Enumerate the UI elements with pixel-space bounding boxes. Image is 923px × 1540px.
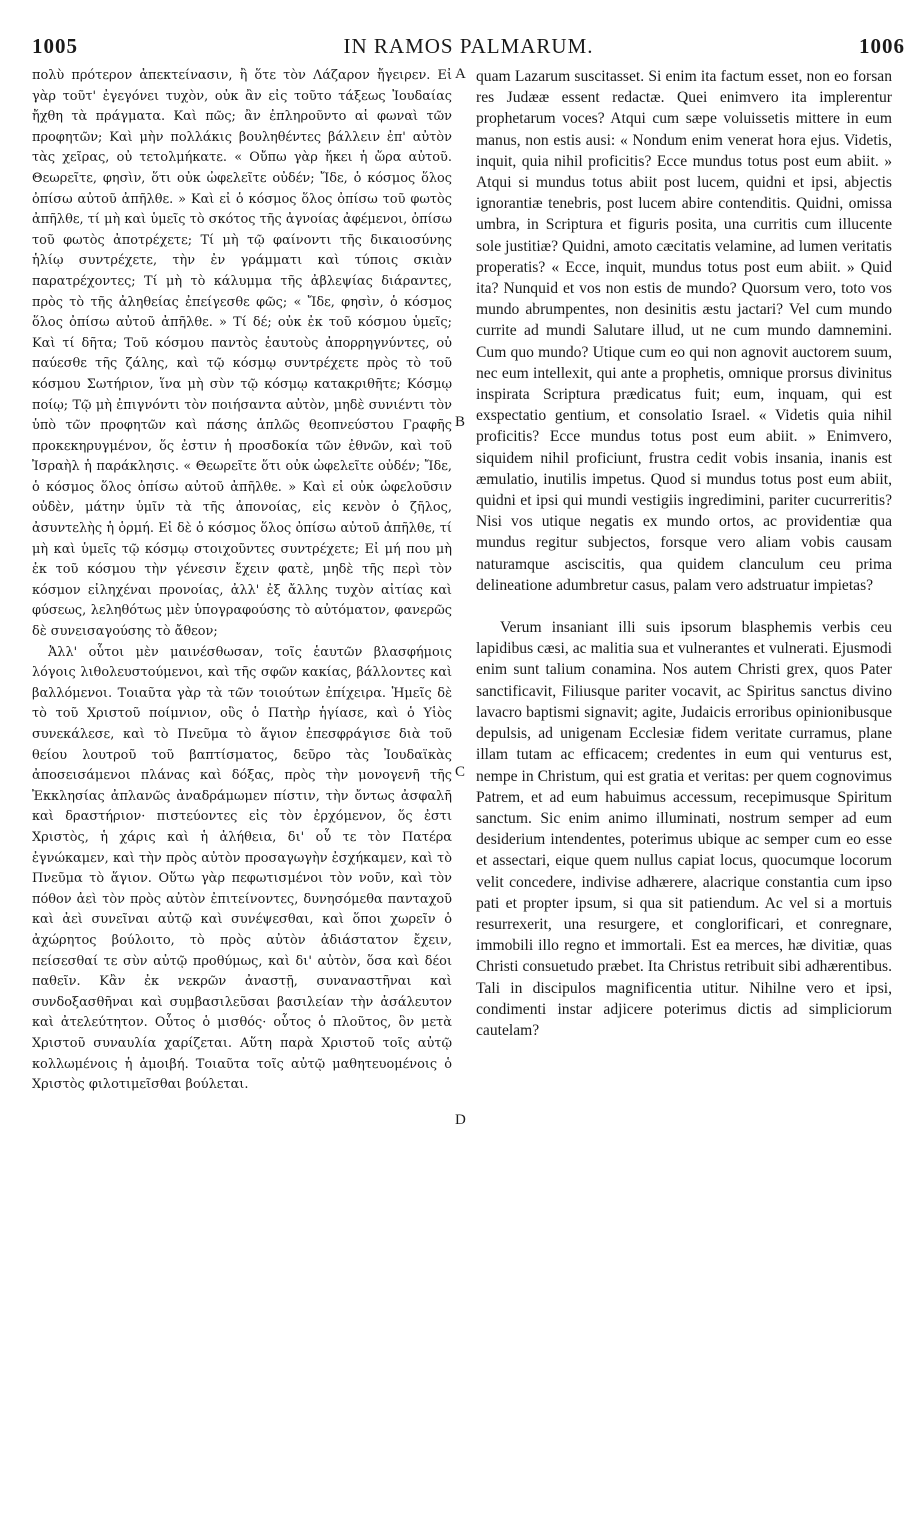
greek-paragraph: πολὺ πρότερον ἀπεκτείνασιν, ἢ ὅτε τὸν Λάζαρον ἤγειρεν. Εἰ γὰρ τοῦτ' ἐγεγόνει τυχὸν, οὐκ ἂν εἰς τοῦτο τάξεως Ἰουδαίας ἤχθη τὰ πράγματα. Καὶ πῶς; ἂν ἐπληροῦντο αἱ φωναὶ τῶν προφητῶν; Καὶ μὴν πολλάκις βουληθέντες βάλλειν ἐπ' αὐτὸν τὰς χεῖρας, οὐ τετολμήκατε. « Οὔπω γὰρ ἥκει ἡ ὥρα αὐτοῦ. Θεωρεῖτε, φησὶν, ὅτι οὐκ ὠφελεῖτε οὐδέν; Ἴδε, ὁ κόσμος ὅλος ὀπίσω αὐτοῦ ἀπῆλθε. » Καὶ εἰ ὁ κόσμος ὅλος ὀπίσω τοῦ φωτὸς ἀπῆλθε, τί μὴ καὶ ὑμεῖς τὸ σκότος τῆς ἀγνοίας ἀφέμενοι, ὀπίσω τοῦ φωτὸς ἀποτρέχετε; Τί μὴ τῷ φαίνοντι τῆς δικαιοσύνης ἡλίῳ συντρέχετε, τὴν ἐν γράμματι καὶ τύποις σκιὰν παρατρέχοντες; Τί μὴ τὸ κάλυμμα τῆς ἀβλεψίας διάραντες, πρὸς τὸ τῆς ἀληθείας ἐπείγεσθε φῶς; « Ἴδε, φησὶν, ὁ κόσμος ὅλος ὀπίσω αὐτοῦ ἀπῆλθε. » Τί δέ; οὐκ ἐκ τοῦ κόσμου ὑμεῖς; Καὶ τί δῆτα; Τοῦ κόσμου παντὸς ἑαυτοὺς ἀπορρηγνύντες, οὐ παύεσθε τῆς ζάλης, καὶ τῷ κόσμῳ συντρέχετε πρὸς τὸ τοῦ κόσμου Σωτήριον, ἵνα μὴ σὺν τῷ κόσμῳ κατακριθῆτε; Κόσμῳ ποίῳ; Τῷ μὴ ἐπιγνόντι τὸν ποιήσαντα αὐτὸν, μηδὲ συνιέντι τὸν ὑπὸ τῶν προφητῶν καὶ πάσης ἁπλῶς θεοπνεύστου Γραφῆς προκεκηρυγμένον, ὅς ἐστιν ἡ προσδοκία τῶν ἐθνῶν, καὶ τοῦ Ἰσραὴλ ἡ παράκλησις. « Θεωρεῖτε ὅτι οὐκ ὠφελεῖτε οὐδέν; Ἴδε, ὁ κόσμος ὅλος ὀπίσω αὐτοῦ ἀπῆλθε. » Καὶ εἰ οὐκ ὠφελοῦσιν οὐδὲν, μάτην ὑμῖν τὰ τῆς ἀπονοίας, εἰς κενὸν ὁ ζῆλος, ἀσυντελὴς ἡ ὁρμή. Εἰ δὲ ὁ κόσμος ὅλος ὀπίσω αὐτοῦ ἀπῆλθε, τί μὴ καὶ ὑμεῖς τῷ κόσμῳ στοιχοῦντες συντρέχετε; Εἰ μή που μὴ ἐκ τοῦ κόσμου τὴν γένεσιν ἔχειν φατὲ, μηδὲ τῆς περὶ τὸν κόσμον εἰληχέναι προνοίας, ἀλλ' ἐξ ἄλλης τυχὸν αἰτίας καὶ φύσεως, λεληθότως μὲν ὑπογραφούσης τὸ αὐτόματον, φανερῶς δὲ συνεισαγούσης τὸ ἄθεον; [32, 68, 452, 640]
latin-paragraph: Verum insaniant illi suis ipsorum blasphemis verbis ceu lapidibus cæsi, ac malitia sua et vulnerantes et vulnerati. Ejusmodi enim sunt talium conamina. Nos autem Christi grex, quos Pater sanctificavit, Filiusque pariter vocavit, ac Spiritus sanctus divino lavacro baptismi signavit; agite, Judaicis erroribus opinionibusque depulsis, ad unigenam Ecclesiæ fidem veritate curramus, plane illam tutam ac efficacem; credentes in eum qui venturus est, nempe in Christum, qui est gratia et veritas: per quem cognovimus Patrem, et ad eum habuimus accessum, recepimusque Spiritum sanctum. Sic enim animo illuminati, nostrum semper ad eum desiderium intendentes, poterimus ubique ac semper cum eo esse et assectari, eique quem nullus capiat locus, quocumque locorum velit concedere, indivise adhærere, alacrique constantia cum ipso pati et propter ipsum, si qua sit patiendum. Ac vel si a mortuis resurrexerit, una resurgere, et conglorificari, et conregnare, immobili illo regno et immortali. Est ea merces, hæ divitiæ, quas Christi consuetudo præbet. Ita Christus retribuit sibi adhærentibus. Tali in discipulos magnificentia utitur. Nihilne vero et ipsi, condimenti instar adjicere poterimus dictis ad simpliciorum cautelam? [476, 619, 892, 1039]
greek-text-column [32, 66, 452, 1096]
section-marker-b: B [455, 414, 466, 430]
running-title: IN RAMOS PALMARUM. [343, 34, 594, 58]
greek-paragraph: Ἀλλ' οὗτοι μὲν μαινέσθωσαν, τοῖς ἑαυτῶν βλασφήμοις λόγοις λιθολευστούμενοι, καὶ τῆς σφῶν κακίας, βάλλοντες καὶ βαλλόμενοι. Τοιαῦτα γὰρ τὰ τῶν τοιούτων ἐπίχειρα. Ἡμεῖς δὲ τὸ τοῦ Χριστοῦ ποίμνιον, οὓς ὁ Πατὴρ ἡγίασε, καὶ ὁ Υἱὸς συνεκάλεσε, καὶ τὸ Πνεῦμα τὸ ἅγιον ἐπεσφράγισε διὰ τοῦ θείου λουτροῦ τοῦ βαπτίσματος, δεῦρο τὰς Ἰουδαϊκὰς ἀποσεισάμενοι πλάνας καὶ δόξας, πρὸς τὴν μονογενῆ τῆς Ἐκκλησίας ἀπλανῶς ἀναδράμωμεν πίστιν, τὴν ὄντως ἀσφαλῆ καὶ δραστήριον· πιστεύοντες εἰς τὸν ἐρχόμενον, ὅς ἐστι Χριστὸς, ἡ χάρις καὶ ἡ ἀλήθεια, δι' οὗ τε τὸν Πατέρα ἐγνώκαμεν, καὶ τὴν πρὸς αὐτὸν προσαγωγὴν ἐσχήκαμεν, καὶ τὸ Πνεῦμα τὸ ἅγιον. Οὕτω γὰρ πεφωτισμένοι τὸν νοῦν, καὶ τὸν πόθον ἀεὶ τὸν πρὸς αὐτὸν ἐπιτείνοντες, δυνησόμεθα πανταχοῦ καὶ ἀεὶ συνεῖναι αὐτῷ καὶ συνέψεσθαι, καὶ ὅποι χωρεῖν ὁ ἀχώρητος βούλοιτο, τὸ πρὸς αὐτὸν ἀδιάστατον ἔχειν, πείσεσθαί τε σὺν αὐτῷ προθύμως, καὶ δι' αὐτὸν, ὅσα καὶ δέοι παθεῖν. Κἂν ἐκ νεκρῶν ἀναστῇ, συναναστῆναι καὶ συνδοξασθῆναι καὶ συμβασιλεῦσαι βασιλείαν τὴν ἀσάλευτον καὶ ἀτελεύτητον. Οὗτος ὁ μισθός· οὗτος ὁ πλοῦτος, ὃν μετὰ Χριστοῦ συναυλία χαρίζεται. Αὕτη παρὰ Χριστοῦ τοῖς αὐτῷ κολλωμένοις ἡ ἀμοιβή. Τοιαῦτα τοῖς αὐτῷ μαθητευομένοις ὁ Χριστὸς φιλοτιμεῖσθαι βούλεται. [32, 644, 452, 1093]
latin-text-column [476, 66, 892, 1041]
section-marker-d: D [455, 1112, 466, 1128]
section-marker-a: A [455, 66, 466, 82]
right-page-number: 1006 [859, 34, 905, 58]
left-page-number: 1005 [32, 34, 78, 58]
section-marker-c: C [455, 764, 466, 780]
latin-paragraph: quam Lazarum suscitasset. Si enim ita factum esset, non eo forsan res Judææ essent redactæ. Quei enimvero ita implerentur prophetarum voces? Atqui cum sæpe voluissetis mittere in eum manus, non estis ausi: « Nondum enim venerat hora ejus. Videtis, inquit, quia nihil proficitis? Ecce mundus totus post eum abiit. » Atqui si mundus totus abiit post lucem, quidni et ipsi, abjectis ignorantiæ tenebris, post lucem abire contenditis. Quidni, omissa umbra, in Scriptura et figuris posita, una curritis cum illucente sole justitiæ? Quidni, amoto cæcitatis velamine, ad lumen veritatis properatis? « Ecce, inquit, mundus totus post eum abiit. » Quid ita? Nunquid et vos non estis de mundo? Quorsum vero, toto vos mundo abrumpentes, non desinitis æstu jactari? Vel cum mundo currite ad mundi Salutare illud, ut ne cum mundo damnemini. Cum quo mundo? Utique cum eo qui non agnovit auctorem suum, nec eum intellexit, qui ante a prophetis, omnique prorsus divinitus inspirata Scriptura prædicatus fuit; eum, inquam, qui est exspectatio gentium, et consolatio Israel. « Videtis quia nihil proficitis? Ecce mundus totus post eum abiit. » Enimvero, siquidem nihil proficiunt, frustra cedit vobis insania, inanis est æmulatio, inutilis impetus. Quod si mundus totus post eum abiit, quidni et ipsi qui mundi vestigiis ingredimini, pariter cucurreritis? Nisi vos utique negatis ex mundo ortos, ac providentiæ qua mundus regitur subjectos, forsque vero aliam vobis causam naturamque asciscitis, qua quidem clanculum ceu prima delineatione adumbretur casus, palam vero adstruatur impietas? [476, 68, 892, 594]
running-header [32, 34, 905, 64]
